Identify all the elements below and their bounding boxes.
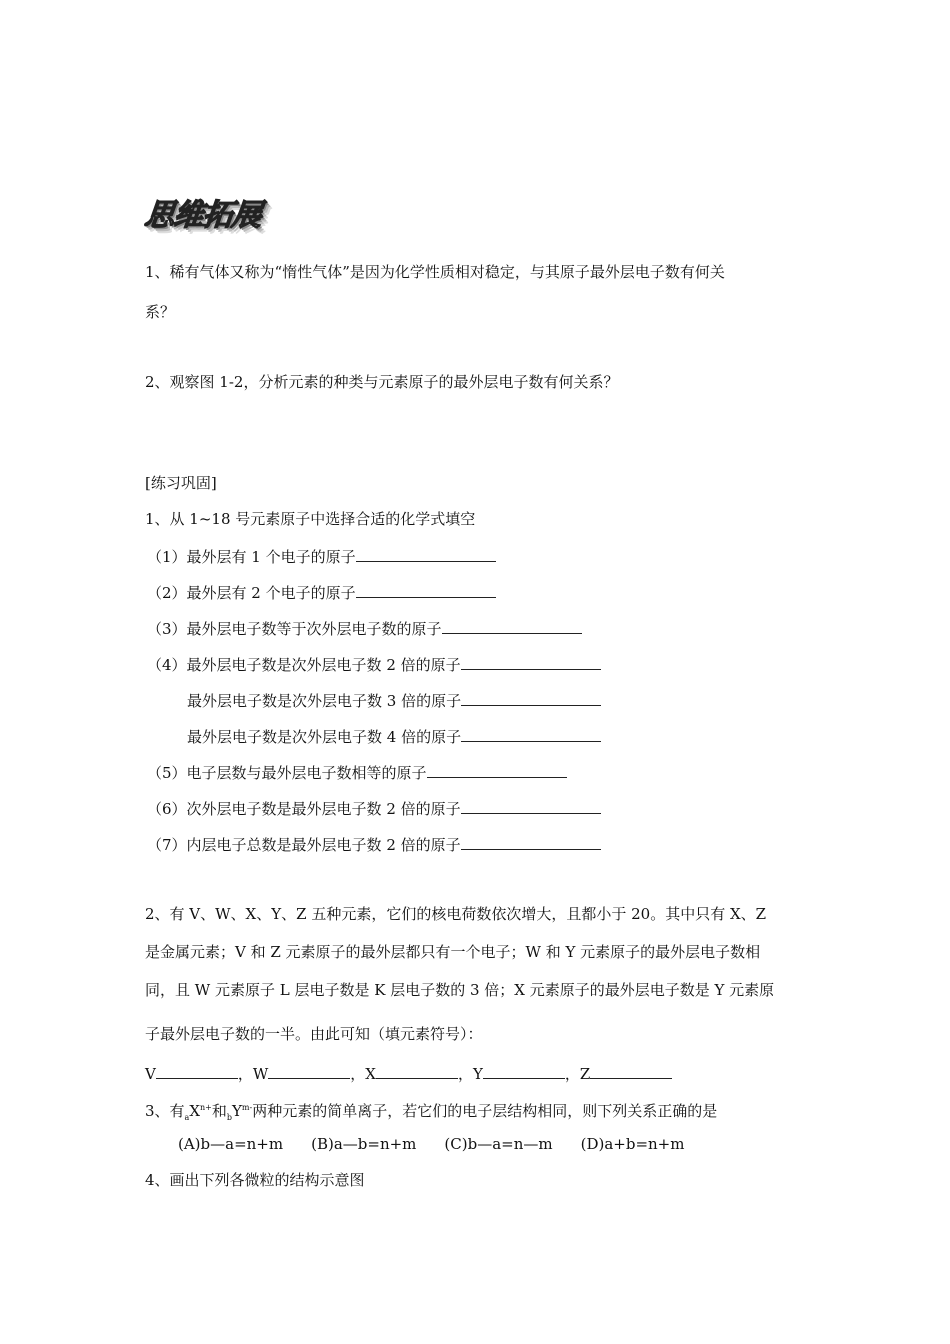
answer-blank[interactable] — [483, 1062, 565, 1079]
ion-x-charge: n+ — [200, 1103, 212, 1112]
option-d[interactable]: (D)a+b=n+m — [580, 1135, 685, 1153]
answer-blank[interactable] — [442, 617, 582, 634]
stem-and: 和 — [211, 1102, 227, 1120]
question-1-line-1: 1、稀有气体又称为“惰性气体”是因为化学性质相对稳定，与其原子最外层电子数有何关 — [145, 263, 725, 281]
separator: ， — [237, 1065, 253, 1083]
answer-blank[interactable] — [356, 581, 496, 598]
practice-4: 4、画出下列各微粒的结构示意图 — [145, 1171, 365, 1189]
practice-2-line: 子最外层电子数的一半。由此可知（填元素符号）： — [145, 1025, 483, 1043]
option-a[interactable]: (A)b—a=n+m — [178, 1135, 284, 1153]
element-answer-row — [145, 1062, 672, 1084]
answer-blank[interactable] — [427, 761, 567, 778]
ion-y-charge: m- — [241, 1103, 253, 1112]
fill-item — [147, 797, 601, 819]
ion-a-subscript: a — [184, 1113, 190, 1122]
fill-item — [147, 833, 601, 855]
fill-item-label: （2）最外层有 2 个电子的原子 — [147, 584, 356, 602]
fill-item — [147, 653, 601, 675]
section-heading: 思维拓展 — [142, 198, 263, 233]
element-label-y: Y — [473, 1065, 483, 1083]
fill-item — [147, 761, 567, 783]
element-label-x: X — [365, 1065, 376, 1083]
ion-x-symbol: X — [189, 1102, 201, 1120]
choice-options — [178, 1134, 712, 1154]
element-label-w: W — [252, 1065, 269, 1083]
option-b[interactable]: (B)a—b=n+m — [311, 1135, 417, 1153]
answer-blank[interactable] — [461, 833, 601, 850]
fill-item-label: 最外层电子数是次外层电子数 4 倍的原子 — [187, 728, 462, 746]
separator: ， — [564, 1065, 580, 1083]
stem-rest: 两种元素的简单离子，若它们的电子层结构相同，则下列关系正确的是 — [252, 1102, 718, 1120]
fill-item — [147, 617, 582, 639]
answer-blank[interactable] — [461, 797, 601, 814]
practice-2-line: 2、有 V、W、X、Y、Z 五种元素，它们的核电荷数依次增大，且都小于 20。其中只有 X、Z — [145, 905, 767, 923]
fill-item-label: （4）最外层电子数是次外层电子数 2 倍的原子 — [147, 656, 461, 674]
option-c[interactable]: (C)b—a=n—m — [444, 1135, 553, 1153]
answer-blank[interactable] — [461, 653, 601, 670]
answer-blank[interactable] — [461, 689, 601, 706]
answer-blank[interactable] — [268, 1062, 350, 1079]
fill-item — [187, 689, 601, 711]
answer-blank[interactable] — [356, 545, 496, 562]
practice-title: [练习巩固] — [145, 474, 217, 492]
question-2: 2、观察图 1-2，分析元素的种类与元素原子的最外层电子数有何关系？ — [145, 373, 619, 391]
element-label-z: Z — [579, 1065, 591, 1083]
fill-item — [147, 581, 496, 603]
fill-item-label: （1）最外层有 1 个电子的原子 — [147, 548, 356, 566]
fill-item — [187, 725, 601, 747]
fill-item-label: （6）次外层电子数是最外层电子数 2 倍的原子 — [147, 800, 461, 818]
practice-2-line: 是金属元素；V 和 Z 元素原子的最外层都只有一个电子；W 和 Y 元素原子的最外层电子数相 — [145, 943, 761, 961]
fill-item-label: （3）最外层电子数等于次外层电子数的原子 — [147, 620, 442, 638]
practice-2-line: 同，且 W 元素原子 L 层电子数是 K 层电子数的 3 倍；X 元素原子的最外层电子数是 Y 元素原 — [145, 981, 775, 999]
practice-3-stem — [145, 1098, 717, 1128]
fill-item-label: （7）内层电子总数是最外层电子数 2 倍的原子 — [147, 836, 461, 854]
question-1-line-2: 系？ — [145, 303, 176, 321]
fill-item-label: （5）电子层数与最外层电子数相等的原子 — [147, 764, 427, 782]
stem-prefix: 3、有 — [145, 1102, 185, 1120]
fill-item — [147, 545, 496, 567]
separator: ， — [350, 1065, 366, 1083]
element-label-v: V — [145, 1065, 156, 1083]
practice-1-title: 1、从 1~18 号元素原子中选择合适的化学式填空 — [145, 510, 476, 528]
answer-blank[interactable] — [461, 725, 601, 742]
ion-y-symbol: Y — [232, 1102, 242, 1120]
ion-b-subscript: b — [226, 1113, 233, 1122]
fill-item-label: 最外层电子数是次外层电子数 3 倍的原子 — [187, 692, 462, 710]
answer-blank[interactable] — [156, 1062, 238, 1079]
answer-blank[interactable] — [376, 1062, 458, 1079]
separator: ， — [457, 1065, 473, 1083]
answer-blank[interactable] — [590, 1062, 672, 1079]
